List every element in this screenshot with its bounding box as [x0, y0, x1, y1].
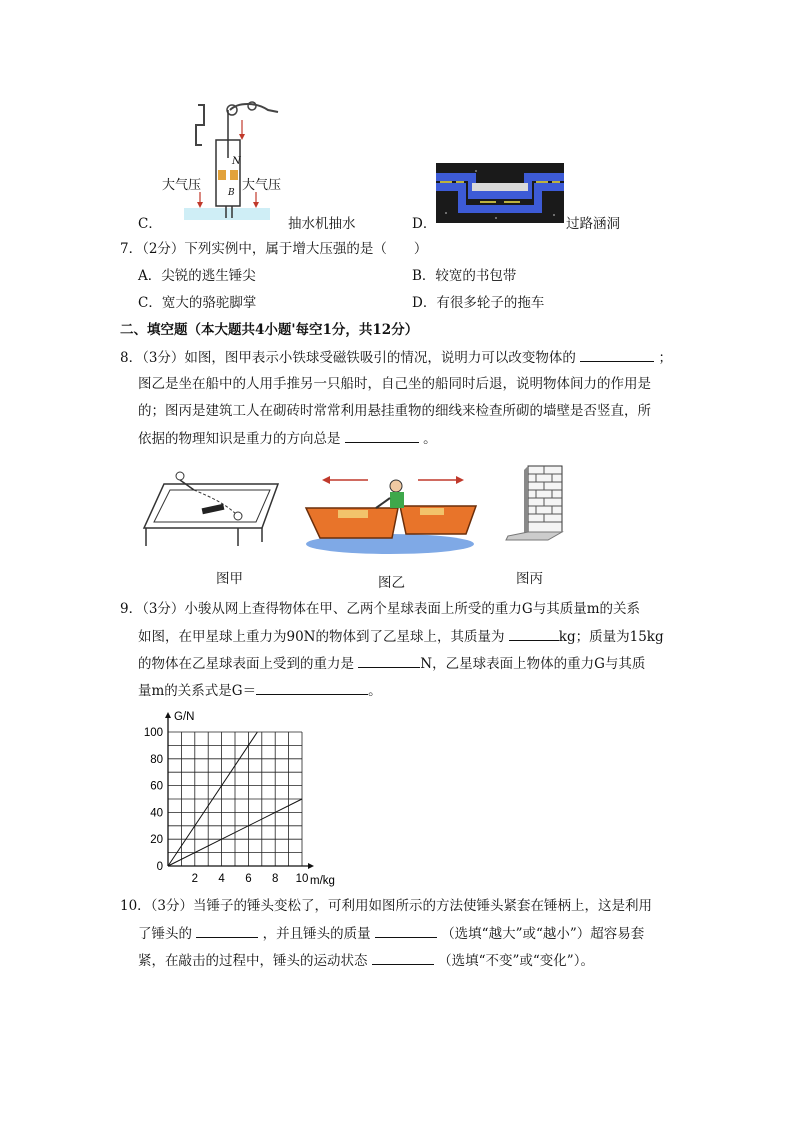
option-d-label: D． [412, 216, 437, 232]
q10-blank-1[interactable] [196, 924, 258, 938]
boats-illustration [300, 464, 480, 560]
pump-label-right: 大气压 [242, 178, 282, 193]
culvert-illustration [436, 163, 564, 223]
q10-blank-3[interactable] [372, 951, 434, 965]
pump-label-b: B [228, 188, 235, 198]
y-tick-label: 100 [143, 727, 163, 739]
q10-line-2-mid: ，并且锤头的质量 [262, 926, 371, 942]
q9-line-3-unit: N，乙星球表面上物体的重力G与其质 [420, 656, 646, 672]
q9-line-2-text: 如图，在甲星球上重力为90N的物体到了乙星球上，其质量为 [138, 629, 505, 645]
q8-line-4-text: 依据的物理知识是重力的方向总是 [138, 431, 341, 447]
x-tick-label: 6 [245, 873, 252, 885]
q10-blank-2[interactable] [375, 924, 437, 938]
q10-line-3-end: （选填“不变”或“变化”）。 [438, 953, 594, 969]
q8-line-1-end: ； [658, 350, 673, 366]
figure-bing-caption: 图丙 [516, 571, 543, 587]
q8-line-4-end: 。 [423, 431, 437, 447]
x-axis-arrow [308, 863, 314, 869]
q7-option-d: D．有很多轮子的拖车 [412, 295, 545, 311]
q9-blank-1[interactable] [509, 627, 559, 641]
section-heading: 二、填空题（本大题共4小题'每空1分，共12分） [120, 322, 419, 338]
x-tick-label: 4 [218, 873, 225, 885]
q10-line-1: 10．（3分）当锤子的锤头变松了，可利用如图所示的方法使锤头紧套在锤柄上，这是利用 [120, 898, 653, 914]
gravity-mass-chart [138, 702, 348, 892]
x-tick-label: 10 [295, 873, 309, 885]
magnet-ball-illustration [138, 462, 288, 552]
q9-line-3-text: 的物体在乙星球表面上受到的重力是 [138, 656, 354, 672]
q8-line-4 [138, 429, 437, 448]
q10-line-2 [138, 924, 644, 943]
q9-line-2 [138, 627, 664, 646]
q10-line-2-text: 了锤头的 [138, 926, 192, 942]
q10-line-2-end: （选填“越大”或“越小”）超容易套 [441, 926, 645, 942]
figure-bing [504, 462, 564, 542]
y-tick-label: 20 [150, 834, 163, 847]
figure-jia-caption: 图甲 [216, 571, 243, 587]
q7-stem: 7．（2分）下列实例中，属于增大压强的是（ ） [120, 241, 428, 257]
figure-jia [138, 462, 288, 552]
q7-option-c: C．宽大的骆驼脚掌 [138, 295, 257, 311]
q9-blank-2[interactable] [358, 654, 420, 668]
x-tick-label: 2 [191, 873, 199, 885]
brick-wall-illustration [504, 462, 564, 542]
figure-yi [300, 464, 480, 560]
q9-line-4-end: 。 [368, 683, 382, 699]
q9-line-4-text: 量m的关系式是G＝ [138, 683, 257, 699]
q8-blank-1[interactable] [580, 348, 654, 362]
y-tick-label: 0 [156, 861, 163, 873]
water-pump-illustration [160, 100, 290, 220]
y-tick-label: 80 [150, 753, 163, 766]
q9-blank-3[interactable] [256, 681, 368, 695]
x-axis-label: m/kg [310, 875, 335, 887]
q9-line-2-unit: kg；质量为15kg [558, 629, 664, 645]
option-c-label: C． [138, 216, 162, 232]
pump-figure [160, 100, 290, 220]
pump-label-left: 大气压 [162, 178, 202, 193]
x-tick-label: 8 [271, 873, 279, 885]
pump-label-n: N [232, 156, 241, 167]
option-d-caption: 过路涵洞 [566, 216, 620, 232]
q10-line-3 [138, 951, 594, 970]
y-tick-label: 60 [150, 780, 163, 793]
y-axis-label: G/N [174, 711, 195, 723]
q8-line-1-text: 8．（3分）如图，图甲表示小铁球受磁铁吸引的情况，说明力可以改变物体的 [120, 350, 576, 366]
q7-option-a: A．尖锐的逃生锤尖 [138, 268, 256, 284]
figure-yi-caption: 图乙 [378, 575, 405, 591]
q10-line-3-text: 紧，在敲击的过程中，锤头的运动状态 [138, 953, 368, 969]
y-tick-label: 40 [150, 807, 163, 820]
q7-option-b: B．较宽的书包带 [412, 268, 517, 284]
q8-line-3: 的；图丙是建筑工人在砌砖时常常利用悬挂重物的细线来检查所砌的墙壁是否竖直，所 [138, 403, 651, 419]
q8-line-1 [120, 348, 672, 367]
y-axis-arrow [165, 712, 171, 718]
q8-line-2: 图乙是坐在船中的人用手推另一只船时，自己坐的船同时后退，说明物体间力的作用是 [138, 376, 651, 392]
culvert-figure [436, 163, 564, 223]
option-c-caption: 抽水机抽水 [288, 216, 356, 232]
q9-line-3 [138, 654, 645, 673]
q9-line-1: 9．（3分）小骏从网上查得物体在甲、乙两个星球表面上所受的重力G与其质量m的关系 [120, 601, 641, 617]
q9-line-4 [138, 681, 382, 700]
q8-blank-3[interactable] [345, 429, 419, 443]
